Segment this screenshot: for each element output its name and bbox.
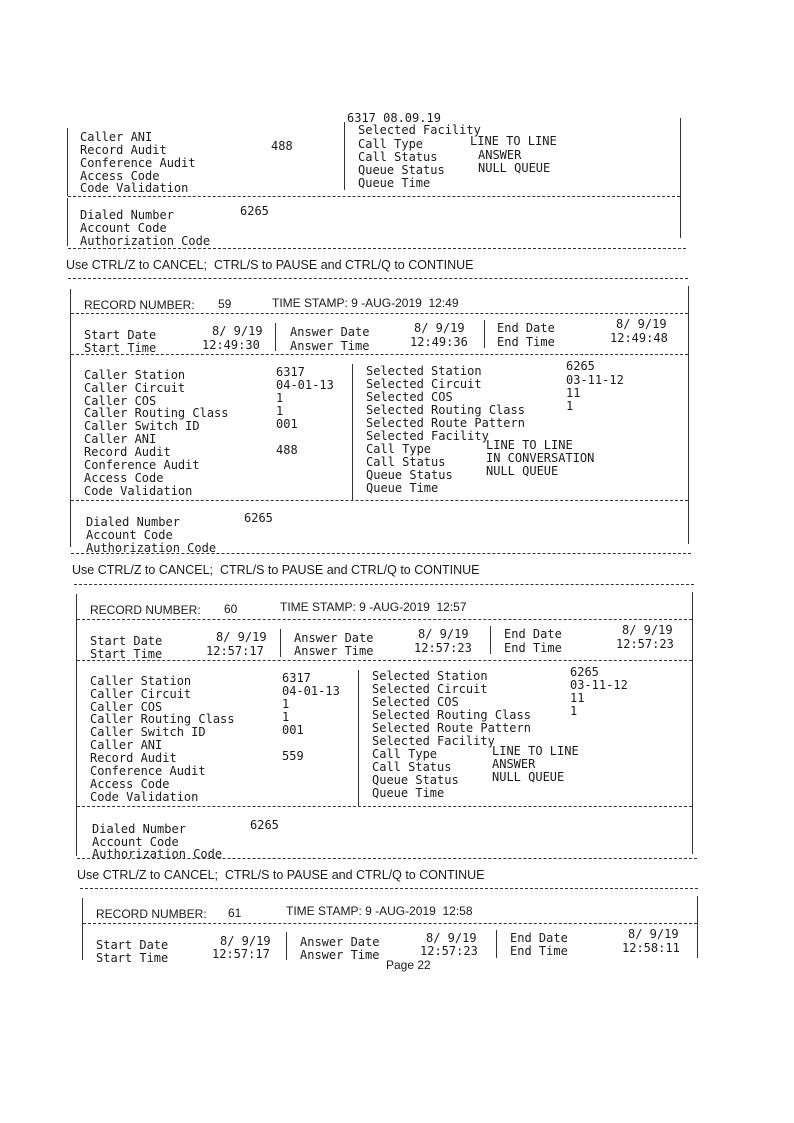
- dialed-number-label: Dialed Number: [92, 822, 186, 836]
- field-label: Call Type: [358, 137, 424, 151]
- field-value: 11: [570, 691, 585, 705]
- start-time-label: Start Time: [96, 951, 169, 965]
- field-label: Record Audit: [80, 143, 167, 157]
- record-number-label: RECORD NUMBER:: [96, 907, 207, 921]
- start-date: 8/ 9/19: [212, 324, 263, 338]
- field-value: ANSWER: [478, 148, 522, 162]
- field-label: Call Type: [372, 747, 438, 761]
- end-time-label: End Time: [510, 944, 568, 958]
- header-note: 6317 08.09.19: [347, 111, 441, 125]
- field-value: NULL QUEUE: [478, 161, 551, 175]
- field-label: Code Validation: [80, 181, 189, 195]
- left-border: [76, 594, 77, 856]
- field-label: Queue Time: [366, 481, 439, 495]
- field-label: Caller Circuit: [90, 687, 192, 701]
- answer-time-label: Answer Time: [294, 644, 374, 658]
- field-value: 04-01-13: [276, 378, 334, 392]
- field-label: Conference Audit: [90, 764, 206, 778]
- field-value: 03-11-12: [566, 373, 624, 387]
- account-code-label: Account Code: [80, 221, 167, 235]
- start-date: 8/ 9/19: [216, 630, 267, 644]
- field-value: ANSWER: [492, 757, 536, 771]
- dialed-number-value: 6265: [240, 204, 269, 218]
- answer-time: 12:57:23: [414, 641, 472, 655]
- field-value: IN CONVERSATION: [486, 451, 595, 465]
- dialed-number-label: Dialed Number: [80, 208, 174, 222]
- field-label: Caller ANI: [90, 738, 163, 752]
- divider: [68, 196, 680, 197]
- field-label: Queue Status: [358, 163, 445, 177]
- divider: [74, 584, 694, 585]
- field-value: 559: [282, 749, 304, 763]
- field-label: Queue Status: [372, 773, 459, 787]
- control-prompt: Use CTRL/Z to CANCEL; CTRL/S to PAUSE and CTRL/Q to CONTINUE: [72, 563, 480, 577]
- answer-time-label: Answer Time: [290, 339, 370, 353]
- field-label: Caller ANI: [80, 130, 153, 144]
- field-label: Caller COS: [90, 700, 163, 714]
- field-label: Caller Station: [90, 674, 192, 688]
- end-date: 8/ 9/19: [616, 317, 667, 331]
- field-label: Caller Routing Class: [84, 406, 229, 420]
- time-stamp: TIME STAMP: 9 -AUG-2019 12:58: [286, 904, 473, 918]
- field-label: Caller Switch ID: [90, 725, 206, 739]
- column-divider: [286, 932, 287, 960]
- start-date-label: Start Date: [84, 328, 157, 342]
- field-label: Access Code: [90, 777, 170, 791]
- field-label: Conference Audit: [84, 458, 200, 472]
- field-label: Queue Time: [372, 786, 445, 800]
- field-value: NULL QUEUE: [486, 464, 559, 478]
- authorization-code-label: Authorization Code: [92, 847, 223, 861]
- left-border: [67, 198, 68, 246]
- dialed-number-label: Dialed Number: [86, 515, 180, 529]
- field-label: Access Code: [80, 169, 160, 183]
- answer-date-label: Answer Date: [300, 935, 380, 949]
- answer-date: 8/ 9/19: [414, 321, 465, 335]
- field-label: Conference Audit: [80, 156, 196, 170]
- divider: [71, 313, 688, 314]
- field-value: NULL QUEUE: [492, 770, 565, 784]
- divider: [71, 354, 688, 355]
- end-date-label: End Date: [510, 931, 568, 945]
- field-label: Call Status: [358, 150, 438, 164]
- start-time: 12:57:17: [212, 947, 270, 961]
- field-value: 488: [276, 443, 298, 457]
- right-border: [688, 286, 689, 544]
- divider: [77, 660, 692, 661]
- field-value: 6265: [570, 665, 599, 679]
- field-label: Record Audit: [90, 751, 177, 765]
- column-divider: [490, 626, 491, 654]
- field-label: Call Type: [366, 442, 432, 456]
- record-number-label: RECORD NUMBER:: [84, 298, 195, 312]
- account-code-label: Account Code: [92, 835, 179, 849]
- field-value: 11: [566, 386, 581, 400]
- field-value: 488: [271, 139, 293, 153]
- right-border: [697, 896, 698, 958]
- left-border: [67, 128, 68, 196]
- record-number: 60: [224, 602, 238, 616]
- field-value: 1: [276, 404, 284, 418]
- field-value: 1: [570, 704, 578, 718]
- right-border: [692, 592, 693, 854]
- record-number-label: RECORD NUMBER:: [90, 603, 201, 617]
- divider: [77, 806, 692, 807]
- field-label: Call Status: [366, 455, 446, 469]
- column-divider: [484, 320, 485, 348]
- answer-time-label: Answer Time: [300, 948, 380, 962]
- field-value: 6265: [566, 359, 595, 373]
- dialed-number-value: 6265: [244, 511, 273, 525]
- field-label: Caller Switch ID: [84, 419, 200, 433]
- end-time-label: End Time: [504, 641, 562, 655]
- field-label: Queue Status: [366, 468, 453, 482]
- end-date-label: End Date: [497, 321, 555, 335]
- start-time-label: Start Time: [90, 647, 163, 661]
- answer-time: 12:49:36: [410, 335, 468, 349]
- record-number: 61: [228, 906, 242, 920]
- field-label: Caller COS: [84, 394, 157, 408]
- field-label: Code Validation: [84, 484, 193, 498]
- field-label: Selected Station: [366, 364, 482, 378]
- authorization-code-label: Authorization Code: [86, 541, 217, 555]
- field-value: 04-01-13: [282, 684, 340, 698]
- field-label: Selected Route Pattern: [366, 416, 525, 430]
- field-value: 001: [282, 723, 304, 737]
- field-label: Caller Circuit: [84, 381, 186, 395]
- answer-date: 8/ 9/19: [426, 931, 477, 945]
- column-divider: [275, 323, 276, 351]
- field-label: Selected Routing Class: [366, 403, 525, 417]
- field-value: LINE TO LINE: [492, 744, 579, 758]
- control-prompt: Use CTRL/Z to CANCEL; CTRL/S to PAUSE and CTRL/Q to CONTINUE: [66, 258, 474, 272]
- field-label: Selected Route Pattern: [372, 721, 531, 735]
- column-divider: [344, 122, 345, 190]
- start-date-label: Start Date: [90, 634, 163, 648]
- field-value: 1: [282, 710, 290, 724]
- end-time: 12:49:48: [610, 331, 668, 345]
- field-value: 1: [282, 697, 290, 711]
- record-number: 59: [218, 297, 232, 311]
- start-date-label: Start Date: [96, 938, 169, 952]
- column-divider: [280, 629, 281, 657]
- answer-date: 8/ 9/19: [418, 627, 469, 641]
- answer-time: 12:57:23: [420, 944, 478, 958]
- field-label: Code Validation: [90, 790, 199, 804]
- field-label: Selected Facility: [366, 429, 489, 443]
- time-stamp: TIME STAMP: 9 -AUG-2019 12:49: [272, 296, 459, 310]
- account-code-label: Account Code: [86, 528, 173, 542]
- field-label: Caller Routing Class: [90, 712, 235, 726]
- column-divider: [352, 364, 353, 500]
- field-value: LINE TO LINE: [486, 438, 573, 452]
- right-border: [680, 118, 681, 238]
- dialed-number-value: 6265: [250, 818, 279, 832]
- field-value: 6317: [276, 365, 305, 379]
- field-label: Selected Facility: [358, 123, 481, 137]
- column-divider: [496, 930, 497, 958]
- divider: [77, 619, 692, 620]
- control-prompt: Use CTRL/Z to CANCEL; CTRL/S to PAUSE and CTRL/Q to CONTINUE: [77, 868, 485, 882]
- left-border: [70, 289, 71, 547]
- end-date-label: End Date: [504, 627, 562, 641]
- start-time-label: Start Time: [84, 341, 157, 355]
- field-label: Caller Station: [84, 368, 186, 382]
- start-time: 12:57:17: [206, 644, 264, 658]
- field-label: Selected COS: [366, 390, 453, 404]
- divider: [77, 858, 697, 859]
- field-label: Access Code: [84, 471, 164, 485]
- end-time-label: End Time: [497, 335, 555, 349]
- answer-date-label: Answer Date: [294, 631, 374, 645]
- field-label: Record Audit: [84, 445, 171, 459]
- end-date: 8/ 9/19: [628, 927, 679, 941]
- divider: [68, 248, 686, 249]
- divider: [68, 278, 688, 279]
- divider: [71, 500, 688, 501]
- field-value: 03-11-12: [570, 678, 628, 692]
- field-value: 6317: [282, 671, 311, 685]
- field-label: Call Status: [372, 760, 452, 774]
- divider: [83, 923, 697, 924]
- field-label: Queue Time: [358, 176, 431, 190]
- field-value: 001: [276, 417, 298, 431]
- field-label: Selected COS: [372, 695, 459, 709]
- page-number: Page 22: [386, 958, 431, 972]
- end-date: 8/ 9/19: [622, 623, 673, 637]
- divider: [80, 888, 698, 889]
- end-time: 12:58:11: [622, 941, 680, 955]
- field-label: Selected Circuit: [366, 377, 482, 391]
- field-value: 1: [276, 391, 284, 405]
- field-label: Selected Station: [372, 669, 488, 683]
- start-time: 12:49:30: [202, 338, 260, 352]
- field-value: LINE TO LINE: [470, 134, 557, 148]
- field-label: Selected Circuit: [372, 682, 488, 696]
- field-value: 1: [566, 399, 574, 413]
- start-date: 8/ 9/19: [220, 934, 271, 948]
- divider: [71, 553, 691, 554]
- answer-date-label: Answer Date: [290, 325, 370, 339]
- column-divider: [358, 670, 359, 806]
- end-time: 12:57:23: [616, 637, 674, 651]
- time-stamp: TIME STAMP: 9 -AUG-2019 12:57: [280, 600, 467, 614]
- field-label: Caller ANI: [84, 432, 157, 446]
- field-label: Selected Routing Class: [372, 708, 531, 722]
- field-label: Selected Facility: [372, 734, 495, 748]
- authorization-code-label: Authorization Code: [80, 234, 211, 248]
- left-border: [82, 898, 83, 960]
